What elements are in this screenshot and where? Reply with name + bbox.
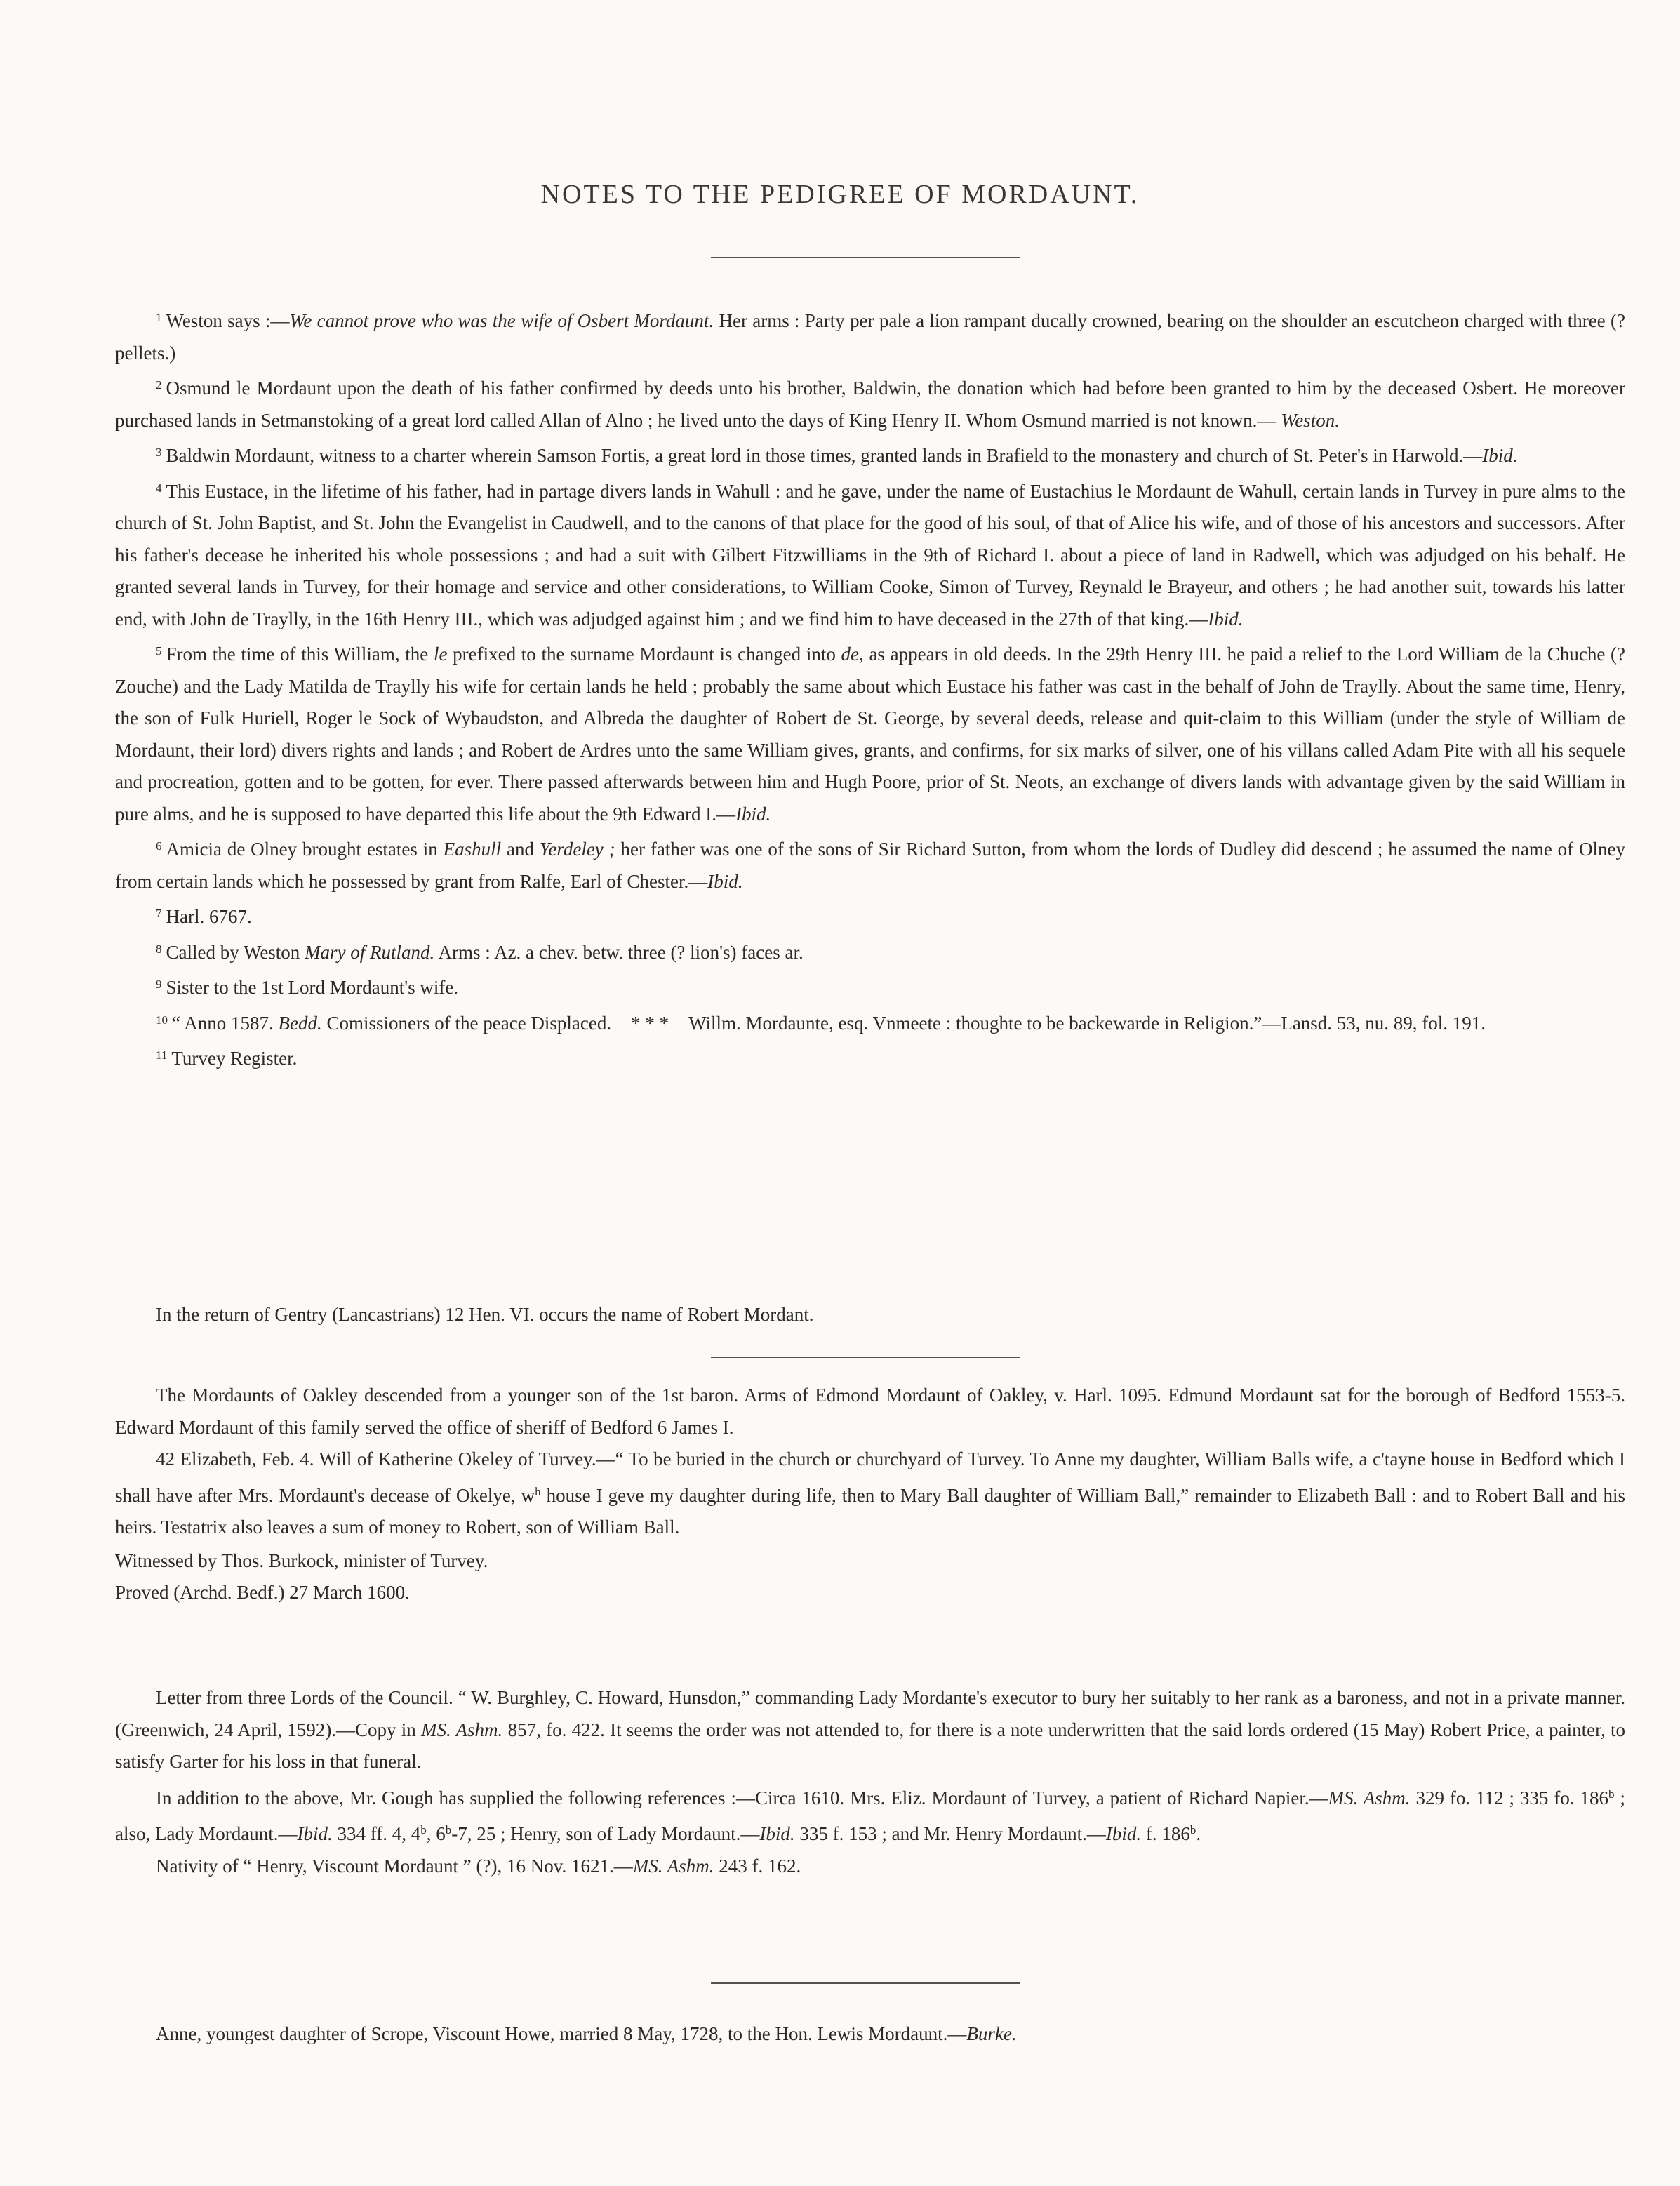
note-number: 3: [156, 446, 162, 459]
anne-text: Anne, youngest daughter of Scrope, Viscount Howe, married 8 May, 1728, to the Hon. Lewis Mordaunt.—: [156, 2023, 967, 2044]
note-number: 6: [156, 839, 162, 853]
superscript: b: [1608, 1787, 1615, 1801]
ref-text: ; also, Lady Mordaunt.—: [115, 1787, 1625, 1844]
letter-paragraph: [115, 1682, 1625, 1778]
note-number: 10: [156, 1013, 168, 1027]
note-5: [115, 635, 1625, 830]
oakley-paragraph: The Mordaunts of Oakley descended from a younger son of the 1st baron. Arms of Edmond Mordaunt of Oakley, v. Harl. 1095. Edmund Mordaunt sat for the borough of Bedford 1553-5. Edward Mordaunt of this family served the office of sheriff of Bedford 6 James I.: [115, 1385, 1625, 1438]
superscript: b: [420, 1823, 427, 1837]
note-text: as appears in old deeds. In the 29th Henry III. he paid a relief to the Lord William de la Chuche (? Zouche) and the Lady Matilda de Traylly his wife for certain lands he held ; probably the same about which Eustace his father was cast in the behalf of John de Traylly. About the same time, Henry, the son of Fulk Huriell, Roger le Sock of Wybaudston, and Albreda the daughter of Robert de St. George, by several deeds, release and quit-claim to this William (under the style of William de Mordaunt, their lord) divers rights and lands ; and Robert de Ardres unto the same William gives, grants, and confirms, for six marks of silver, one of his villans called Adam Pite with all his sequele and procreation, gotten and to be gotten, for ever. There passed afterwards between him and Hugh Poore, prior of St. Neots, an exchange of divers lands with advantage given by the said William in pure alms, and he is supposed to have departed this life about the 9th Edward I.—: [115, 644, 1625, 825]
divider: [711, 1357, 1020, 1358]
note-text: and: [501, 839, 540, 860]
note-text: Baldwin Mordaunt, witness to a charter wherein Samson Fortis, a great lord in those times, granted lands in Brafield to the monastery and church of St. Peter's in Harwold.—: [166, 445, 1483, 466]
note-6: [115, 830, 1625, 898]
gentry-section: [115, 1299, 1625, 1331]
note-number: 2: [156, 378, 162, 392]
note-text: Arms : Az. a chev. betw. three (? lion's) faces ar.: [434, 941, 804, 963]
note-italic: de,: [841, 644, 864, 665]
note-number: 9: [156, 978, 162, 991]
letter-italic: MS. Ashm.: [421, 1719, 503, 1740]
will-text: 42 Elizabeth, Feb. 4. Will of Katherine Okeley of Turvey.—“ To be buried in the church or churchyard of Turvey. To Anne my daughter, William Balls wife, a c'tayne house in Bedford which I shall have after Mrs. Mordaunt's decease of Okelye, w: [115, 1448, 1625, 1506]
note-text: prefixed to the surname Mordaunt is changed into: [447, 644, 841, 665]
asterisks: * * *: [631, 1012, 669, 1034]
oakley-section: [115, 1380, 1625, 1609]
note-italic: We cannot prove who was the wife of Osbert Mordaunt.: [289, 310, 714, 331]
ref-text: , 6: [426, 1823, 446, 1844]
note-number: 11: [156, 1048, 168, 1062]
note-8: [115, 933, 1625, 969]
note-text: Her arms : Party per pale a lion rampant ducally crowned, bearing on the shoulder an escutcheon charged with three (? pellets.): [115, 310, 1625, 364]
ref-italic: MS. Ashm.: [1328, 1787, 1411, 1808]
footnotes: [115, 302, 1625, 1075]
note-number: 7: [156, 907, 162, 920]
letter-section: [115, 1682, 1625, 1882]
note-italic: Ibid.: [1208, 608, 1244, 629]
references-paragraph: [115, 1778, 1625, 1851]
superscript: b: [445, 1823, 452, 1837]
note-number: 5: [156, 644, 162, 658]
note-text: This Eustace, in the lifetime of his father, had in partage divers lands in Wahull : and he gave, under the name of Eustachius le Mordaunt de Wahull, certain lands in Turvey in pure alms to the church of St. John Baptist, and St. John the Evangelist in Caudwell, and to the canons of that place for the good of his soul, of that of Alice his wife, and of those of his ancestors and successors. After his father's decease he inherited his whole possessions ; and had a suit with Gilbert Fitzwilliams in the 9th of Richard I. about a piece of land in Radwell, which was adjudged on his behalf. He granted several lands in Turvey, for their homage and service and other considerations, to William Cooke, Simon of Turvey, Reynald le Brayeur, and others ; he had another suit, towards his latter end, with John de Traylly, in the 16th Henry III., which was adjudged against him ; and we find him to have deceased in the 27th of that king.—: [115, 480, 1625, 629]
ref-italic: Ibid.: [1105, 1823, 1142, 1844]
note-text: Sister to the 1st Lord Mordaunt's wife.: [166, 977, 459, 998]
note-number: 4: [156, 481, 162, 495]
note-text: Comissioners of the peace Displaced.: [321, 1012, 612, 1034]
note-italic: Ibid.: [735, 803, 771, 825]
note-text: Called by Weston: [166, 941, 305, 963]
ref-text: 334 ff. 4, 4: [332, 1823, 421, 1844]
proved-line: Proved (Archd. Bedf.) 27 March 1600.: [115, 1582, 410, 1603]
ref-text: .: [1196, 1823, 1201, 1844]
superscript: h: [535, 1484, 541, 1498]
note-text: “ Anno 1587.: [172, 1012, 279, 1034]
nativity-paragraph: [115, 1851, 1625, 1883]
note-text: Amicia de Olney brought estates in: [166, 839, 444, 860]
note-10: [115, 1004, 1625, 1040]
letter-text: 857, fo. 422. It seems the order was not attended to, for there is a note underwritten that the said lords ordered (15 May) Robert Price, a painter, to satisfy Garter for his loss in that funeral.: [115, 1719, 1625, 1772]
note-2: [115, 369, 1625, 436]
anne-paragraph: [115, 2018, 1625, 2051]
ref-text: 335 f. 153 ; and Mr. Henry Mordaunt.—: [794, 1823, 1106, 1844]
note-text: Weston says :—: [166, 310, 290, 331]
note-italic: Eashull: [443, 839, 502, 860]
note-1: [115, 302, 1625, 369]
ref-italic: Ibid.: [297, 1823, 333, 1844]
note-text: From the time of this William, the: [166, 644, 434, 665]
note-italic: le: [433, 644, 448, 665]
note-italic: Ibid.: [707, 870, 743, 892]
note-italic: Weston.: [1281, 409, 1340, 431]
note-text: her father was one of the sons of Sir Richard Sutton, from whom the lords of Dudley did descend ; he assumed the name of Olney from certain lands which he possessed by grant from Ralfe, Earl of Chester.—: [115, 839, 1626, 892]
note-text: Harl. 6767.: [166, 906, 252, 927]
page-title: NOTES TO THE PEDIGREE OF MORDAUNT.: [540, 180, 1140, 209]
note-text: Osmund le Mordaunt upon the death of his father confirmed by deeds unto his brother, Baldwin, the donation which had before been granted to him by the deceased Osbert. He moreover purchased lands in Setmanstoking of a great lord called Allan of Alno ; he lived unto the days of King Henry II. Whom Osmund married is not known.—: [115, 378, 1625, 431]
witness-line: Witnessed by Thos. Burkock, minister of Turvey.: [115, 1549, 488, 1571]
ref-text: In addition to the above, Mr. Gough has supplied the following references :—Circa 1610. Mrs. Eliz. Mordaunt of Turvey, a patient of Richard Napier.—: [156, 1787, 1328, 1808]
letter-text: Letter from three Lords of the Council. “ W. Burghley, C. Howard, Hunsdon,” commanding Lady Mordante's executor to bury her suitably to her rank as a baroness, and not in a private manner. (Greenwich, 24 April, 1592).—Copy in: [115, 1687, 1625, 1740]
nativity-text: Nativity of “ Henry, Viscount Mordaunt ” (?), 16 Nov. 1621.—: [156, 1855, 633, 1877]
ref-text: f. 186: [1141, 1823, 1190, 1844]
note-9: [115, 968, 1625, 1004]
note-italic: Bedd.: [278, 1012, 322, 1034]
note-italic: Yerdeley ;: [539, 839, 615, 860]
anne-italic: Burke.: [966, 2023, 1017, 2044]
gentry-note: In the return of Gentry (Lancastrians) 12 Hen. VI. occurs the name of Robert Mordant.: [156, 1304, 814, 1325]
note-7: [115, 898, 1625, 933]
note-11: [115, 1039, 1625, 1075]
note-italic: Ibid.: [1482, 445, 1518, 466]
divider: [711, 1982, 1020, 1984]
note-3: [115, 436, 1625, 472]
note-text: Willm. Mordaunte, esq. Vnmeete : thoughte to be backewarde in Religion.”—Lansd. 53, nu. 89, fol. 191.: [688, 1012, 1486, 1034]
note-4: [115, 472, 1625, 636]
divider: [711, 257, 1020, 258]
superscript: b: [1189, 1823, 1196, 1837]
note-number: 8: [156, 942, 162, 956]
ref-text: -7, 25 ; Henry, son of Lady Mordaunt.—: [451, 1823, 760, 1844]
note-number: 1: [156, 311, 162, 324]
ref-text: 329 fo. 112 ; 335 fo. 186: [1410, 1787, 1609, 1808]
nativity-text: 243 f. 162.: [714, 1855, 801, 1877]
will-paragraph: [115, 1444, 1625, 1544]
anne-section: [115, 2018, 1625, 2051]
will-text: house I geve my daughter during life, then to Mary Ball daughter of William Ball,” remainder to Elizabeth Ball : and to Robert Ball and his heirs. Testatrix also leaves a sum of money to Robert, son of William Ball.: [115, 1484, 1625, 1538]
ref-italic: Ibid.: [759, 1823, 795, 1844]
note-text: Turvey Register.: [171, 1048, 298, 1069]
nativity-italic: MS. Ashm.: [632, 1855, 714, 1877]
note-italic: Mary of Rutland.: [305, 941, 435, 963]
